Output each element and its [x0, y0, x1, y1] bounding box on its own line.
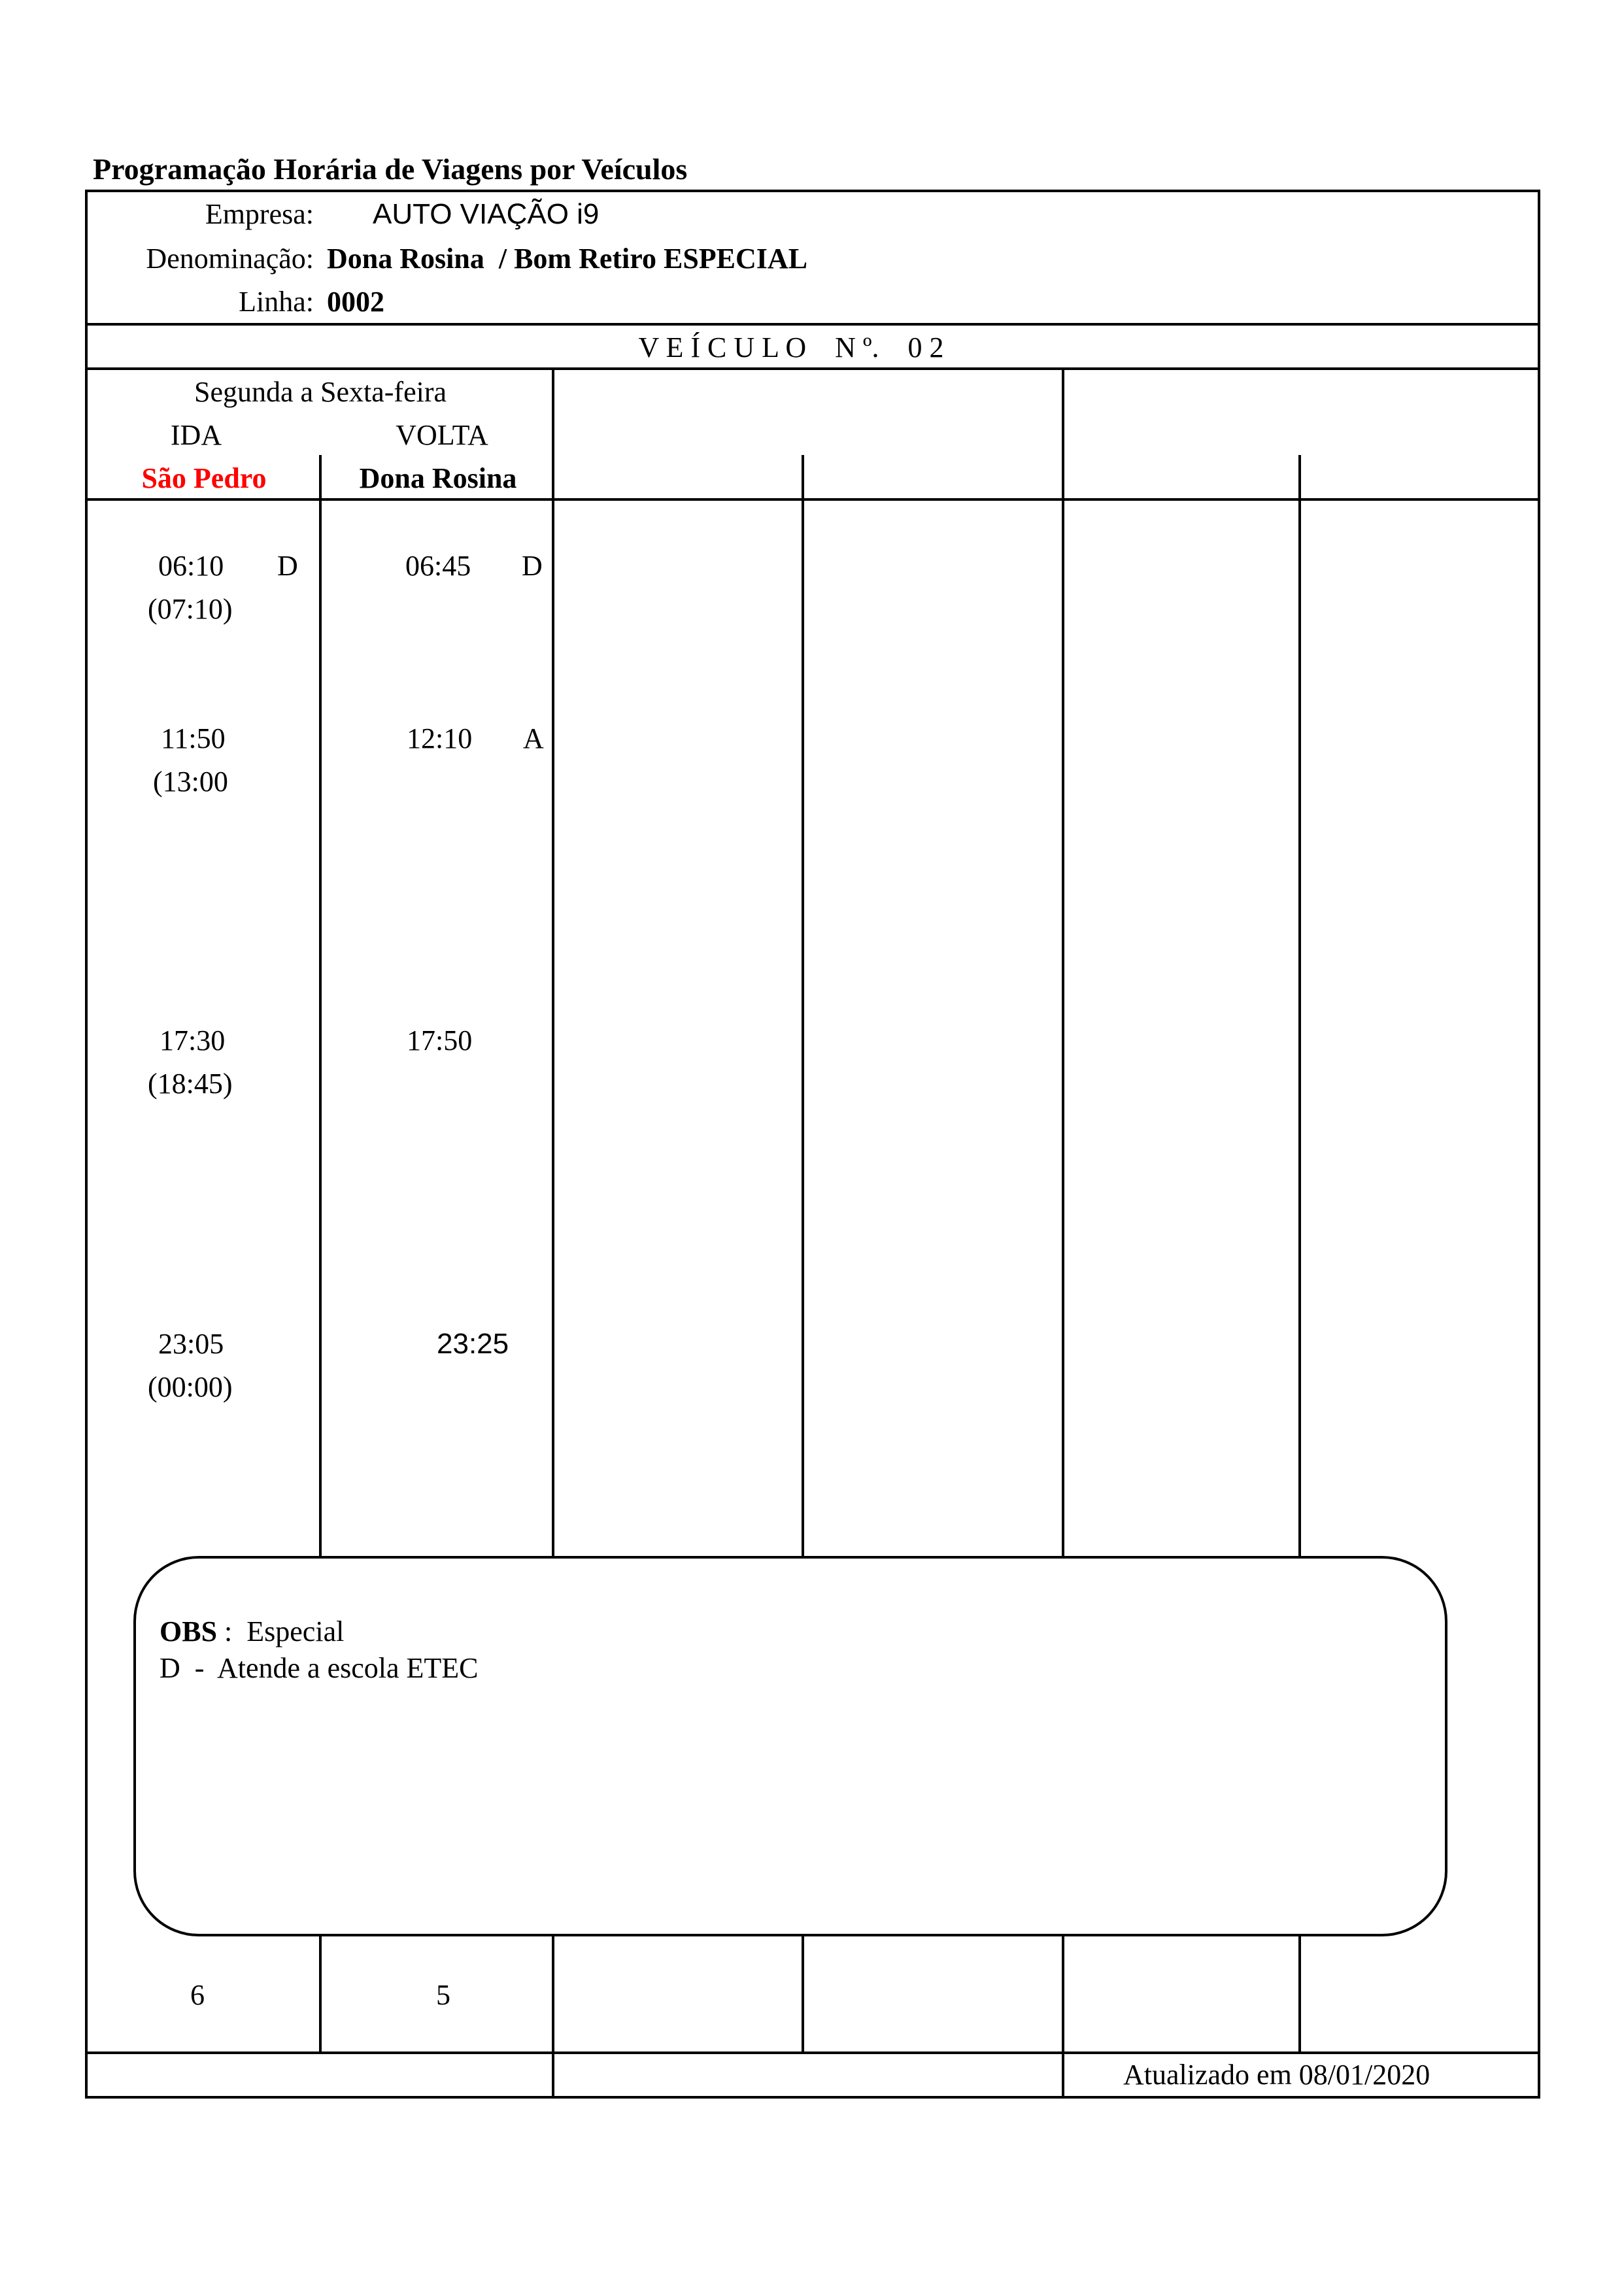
denominacao-value: Dona Rosina / Bom Retiro ESPECIAL: [327, 243, 808, 275]
ida-origin: São Pedro: [141, 462, 267, 494]
table-bottom-border: [85, 2096, 1540, 2099]
linha-value: 0002: [327, 286, 384, 318]
trip-4-ida-time: 23:05: [158, 1328, 224, 1360]
obs-colon: :: [217, 1615, 233, 1647]
obs-line-2: D - Atende a escola ETEC: [160, 1652, 479, 1684]
table-right-border: [1538, 190, 1540, 2099]
trip-1-ida-arrival: (07:10): [148, 593, 233, 625]
vehicle-row-divider: [85, 367, 1540, 370]
trip-3-volta-time: 17:50: [407, 1024, 473, 1056]
ida-label: IDA: [170, 419, 222, 451]
linha-label: Linha:: [239, 286, 314, 318]
trip-3-ida-time: 17:30: [160, 1024, 226, 1056]
trip-1-volta-time: 06:45: [405, 550, 471, 582]
trip-1-ida-flag: D: [277, 550, 298, 582]
trip-2-ida-time: 11:50: [161, 722, 226, 754]
days-label: Segunda a Sexta-feira: [194, 376, 447, 408]
total-volta: 5: [436, 1979, 450, 2011]
empresa-value: AUTO VIAÇÃO i9: [373, 198, 600, 230]
trip-2-volta-time: 12:10: [407, 722, 473, 754]
obs-text: Especial: [246, 1615, 345, 1647]
table-left-border: [85, 190, 88, 2099]
obs-label: OBS: [160, 1615, 218, 1647]
total-ida: 6: [190, 1979, 205, 2011]
trip-4-volta-time: 23:25: [437, 1328, 509, 1360]
volta-label: VOLTA: [396, 419, 488, 451]
trip-3-ida-arrival: (18:45): [148, 1068, 233, 1100]
denominacao-label: Denominação:: [146, 243, 314, 275]
table-top-border: [85, 190, 1540, 192]
trip-1-volta-flag: D: [522, 550, 543, 582]
totals-row-top: [85, 2051, 1540, 2054]
trip-1-ida-time: 06:10: [158, 550, 224, 582]
volta-origin: Dona Rosina: [359, 462, 517, 494]
trip-4-ida-arrival: (00:00): [148, 1371, 233, 1403]
empresa-label: Empresa:: [205, 198, 314, 230]
obs-line-1: [160, 1617, 344, 1646]
column-header-divider: [85, 498, 1540, 501]
trip-2-ida-arrival: (13:00: [153, 766, 228, 798]
updated-date: Atualizado em 08/01/2020: [1123, 2059, 1430, 2091]
trip-2-volta-flag: A: [523, 722, 544, 754]
page-title: Programação Horária de Viagens por Veículos: [93, 152, 688, 186]
observations-box: [133, 1556, 1447, 1936]
header-divider: [85, 323, 1540, 326]
vehicle-number-title: V E Í C U L O N º. 0 2: [638, 331, 944, 363]
